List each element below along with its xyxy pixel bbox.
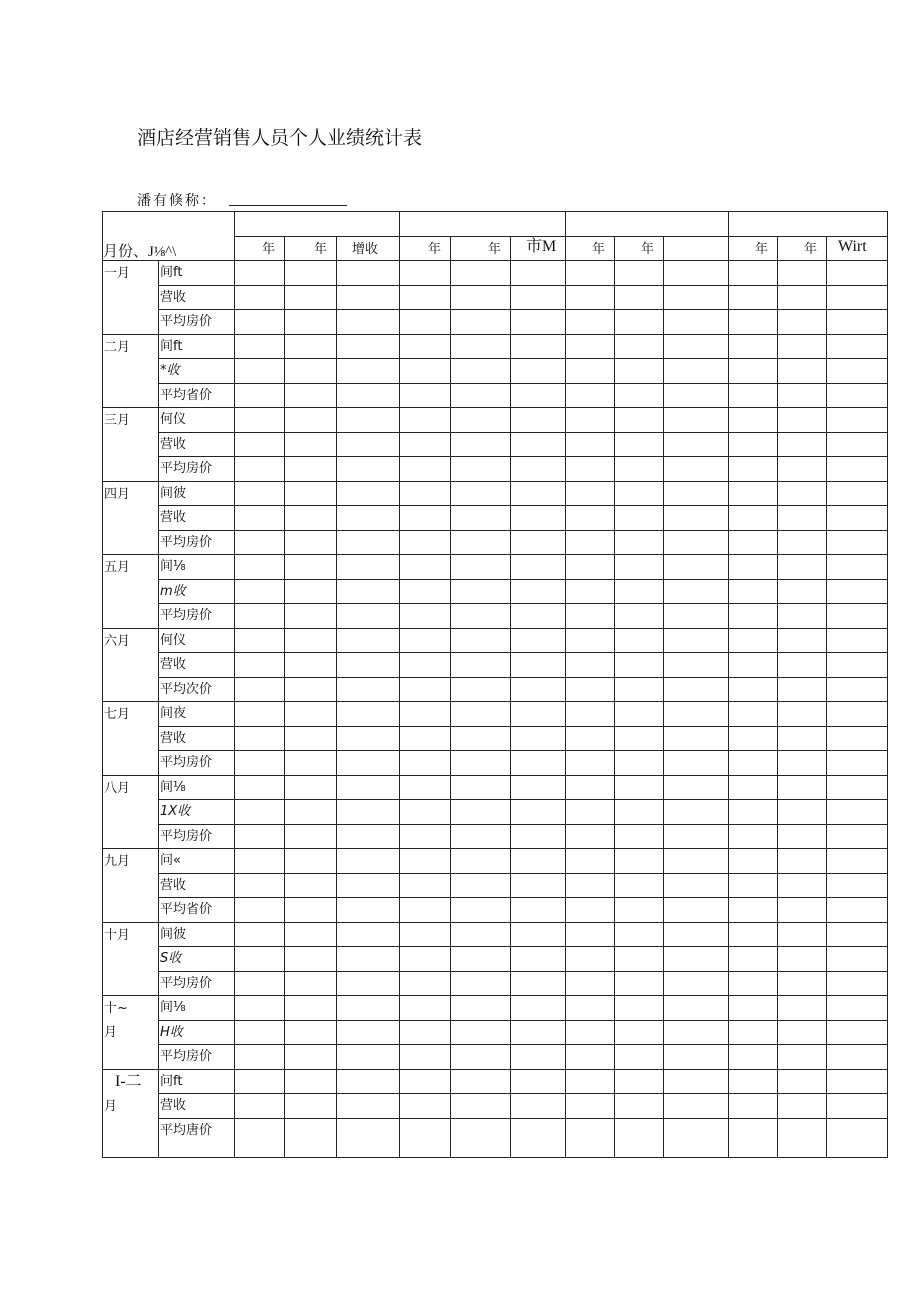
column-header: 年	[592, 242, 606, 257]
table-border-left	[102, 211, 103, 1157]
metric-label: 平均房价	[160, 314, 213, 329]
column-header: 年	[641, 242, 655, 257]
column-divider	[826, 236, 827, 1157]
month-label: 十~	[104, 1001, 128, 1016]
row-line	[158, 1118, 887, 1119]
metric-label: *收	[160, 363, 180, 378]
metric-label: 间⅛	[160, 1000, 186, 1015]
metric-label: 营收	[160, 436, 187, 452]
row-line	[158, 677, 887, 678]
corner-header-label: 月份、J⅛^\	[103, 244, 177, 260]
row-line	[158, 309, 887, 310]
row-line	[158, 824, 887, 825]
row-line	[158, 456, 887, 457]
month-label: 七月	[104, 707, 131, 722]
metric-label: 平均省价	[160, 387, 213, 403]
month-group-line	[102, 334, 887, 335]
metric-label: 营收	[160, 510, 187, 525]
column-divider	[565, 236, 566, 1157]
month-group-line	[102, 701, 887, 702]
column-divider	[336, 236, 337, 1157]
metric-label: 平均唐价	[160, 1122, 213, 1138]
metric-label: 营收	[160, 730, 187, 746]
metric-label: 平均房价	[160, 828, 213, 844]
metric-label: 营收	[160, 877, 187, 893]
row-line	[158, 799, 887, 800]
metric-label: m收	[160, 583, 186, 599]
row-line	[158, 946, 887, 947]
month-group-line	[102, 922, 887, 923]
month-label: 一月	[104, 266, 131, 281]
row-line	[158, 603, 887, 604]
header-divider	[234, 236, 887, 237]
row-line	[158, 652, 887, 653]
row-line	[158, 358, 887, 359]
metric-label: 1X收	[160, 804, 191, 819]
column-header: 年	[262, 242, 276, 257]
column-divider	[614, 236, 615, 1157]
metric-label: S收	[160, 951, 182, 966]
row-line	[158, 873, 887, 874]
month-label: 十月	[104, 927, 131, 943]
column-divider	[663, 236, 664, 1157]
month-label: 九月	[104, 854, 131, 869]
month-group-line	[102, 848, 887, 849]
metric-label: 平均房价	[160, 461, 213, 476]
column-header: 年	[488, 242, 502, 257]
month-label: 二月	[104, 339, 131, 355]
month-group-line	[102, 995, 887, 996]
metric-label: 平均房价	[160, 608, 213, 623]
column-header: 增收	[352, 242, 379, 257]
metric-label: 间⅛	[160, 559, 186, 574]
metric-label: 平均房价	[160, 975, 213, 991]
row-line	[158, 505, 887, 506]
metric-label: 何仪	[160, 412, 187, 427]
column-divider	[399, 236, 400, 1157]
month-group-line	[102, 1069, 887, 1070]
header-group-divider	[728, 211, 729, 236]
row-line	[158, 432, 887, 433]
metric-label: 问ft	[160, 1073, 183, 1089]
row-line	[158, 897, 887, 898]
column-divider	[158, 260, 159, 1157]
metric-label: 营收	[160, 289, 187, 305]
row-line	[158, 579, 887, 580]
column-header: 年	[755, 242, 769, 257]
metric-label: 问«	[160, 853, 181, 868]
month-group-line	[102, 775, 887, 776]
month-group-line	[102, 407, 887, 408]
month-label: 四月	[104, 486, 131, 502]
column-divider	[450, 236, 451, 1157]
metric-label: 平均房价	[160, 534, 213, 550]
metric-label: 平均省价	[160, 902, 213, 917]
metric-label: 间ft	[160, 265, 183, 280]
column-divider	[234, 211, 235, 236]
column-header: 年	[314, 242, 328, 257]
row-line	[158, 1093, 887, 1094]
month-label: I-二	[115, 1072, 142, 1090]
month-label: 五月	[104, 560, 131, 575]
month-label-cont: 月	[104, 1025, 118, 1040]
row-line	[158, 285, 887, 286]
row-line	[158, 530, 887, 531]
hotel-name-blank	[229, 205, 347, 206]
row-line	[158, 1020, 887, 1021]
month-group-line	[102, 628, 887, 629]
row-line	[158, 726, 887, 727]
column-header: 年	[428, 242, 442, 257]
month-group-line	[102, 554, 887, 555]
metric-label: 平均房价	[160, 755, 213, 770]
row-line	[158, 1044, 887, 1045]
column-header: Wirt	[838, 238, 867, 255]
header-group-divider	[399, 211, 400, 236]
metric-label: 营收	[160, 657, 187, 672]
metric-label: 间彼	[160, 926, 187, 942]
page-title: 酒店经营销售人员个人业绩统计表	[137, 127, 423, 149]
column-divider	[234, 236, 235, 1157]
month-label: 八月	[104, 780, 131, 796]
hotel-name-label: 潘有倏称：	[137, 193, 217, 209]
header-group-divider	[565, 211, 566, 236]
metric-label: 间ft	[160, 338, 183, 354]
metric-label: 平均房价	[160, 1049, 213, 1064]
column-divider	[510, 236, 511, 1157]
metric-label: H收	[160, 1024, 183, 1040]
row-line	[158, 750, 887, 751]
metric-label: 营收	[160, 1098, 187, 1113]
table-border-top	[102, 211, 888, 212]
column-divider	[728, 236, 729, 1157]
column-divider	[777, 236, 778, 1157]
column-header: 年	[804, 242, 818, 257]
metric-label: 何仪	[160, 632, 187, 648]
row-line	[158, 971, 887, 972]
month-group-line	[102, 481, 887, 482]
column-header: 市M	[526, 238, 557, 255]
metric-label: 平均次价	[160, 681, 213, 697]
metric-label: 间⅛	[160, 779, 186, 795]
metric-label: 间彼	[160, 485, 187, 501]
month-label: 六月	[104, 633, 131, 649]
row-line	[158, 383, 887, 384]
month-label-cont: 月	[104, 1098, 118, 1114]
metric-label: 间夜	[160, 706, 187, 721]
header-bottom-line	[102, 260, 887, 261]
month-label: 三月	[104, 413, 131, 428]
column-divider	[284, 236, 285, 1157]
table-border-right	[887, 211, 888, 1158]
table-border-bottom	[102, 1157, 888, 1158]
